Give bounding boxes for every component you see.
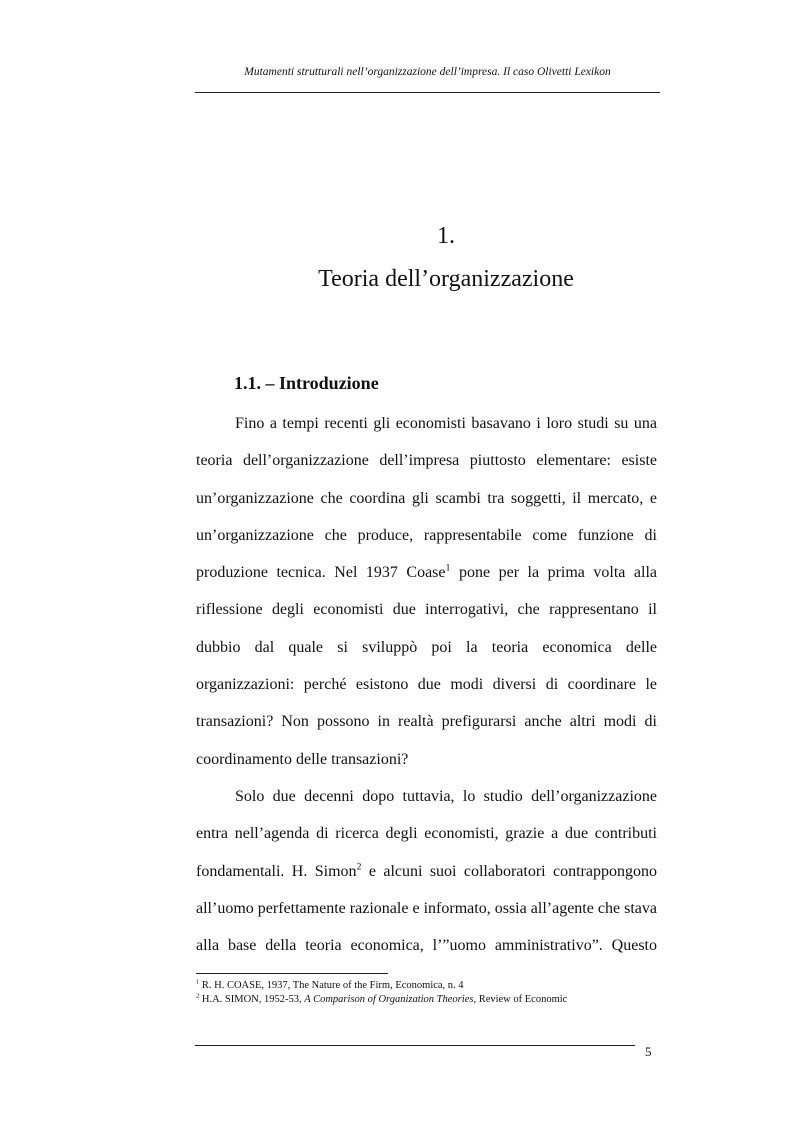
- paragraph-1-text-b: pone per la prima volta alla riflessione degli economisti due interrogativi, che rappresentano il dubbio dal quale si sviluppò poi la teoria economica delle organizzazioni: perché esistono due modi diversi di coordinare le transazioni? Non possono in realtà prefigurarsi anche altri modi di coordinamento delle transazioni?: [196, 564, 657, 768]
- paragraph-2-text-a: Solo due decenni dopo tuttavia, lo studio dell’organizzazione entra nell’agenda di ricerca degli economisti, grazie a due contributi fondamentali. H. Simon: [196, 787, 657, 880]
- body-text: [196, 405, 657, 964]
- chapter-number: 1.: [437, 223, 455, 249]
- footnote-1: [196, 979, 657, 993]
- footnote-2-suffix: , Review of Economic: [473, 994, 568, 1005]
- footer-rule: [195, 1045, 635, 1046]
- footnote-marker-1: 1: [196, 978, 200, 986]
- footnote-1-text: R. H. COASE, 1937, The Nature of the Firm, Economica, n. 4: [199, 980, 464, 991]
- footnote-rule: [196, 973, 388, 974]
- running-header: Mutamenti strutturali nell’organizzazione dell’impresa. Il caso Olivetti Lexikon: [244, 66, 611, 78]
- paragraph-2: [196, 778, 657, 964]
- footnotes: [196, 979, 657, 1007]
- paragraph-1: [196, 405, 657, 778]
- paragraph-2-text-b: e alcuni suoi collaboratori contrappongono all’uomo perfettamente razionale e informato, ossia all’agente che stava alla base della teoria economica, l’”uomo amministrativo”. Questo: [196, 862, 657, 955]
- footnote-marker-2: 2: [196, 992, 200, 1000]
- page-number: 5: [645, 1044, 652, 1059]
- footnote-ref-1[interactable]: 1: [445, 562, 451, 574]
- footnote-2-title: A Comparison of Organization Theories: [304, 994, 474, 1005]
- footnote-ref-2[interactable]: 2: [356, 861, 362, 873]
- header-rule: [195, 92, 660, 93]
- section-heading: 1.1. – Introduzione: [234, 373, 379, 393]
- paragraph-1-text-a: Fino a tempi recenti gli economisti basavano i loro studi su una teoria dell’organizzazione dell’impresa piuttosto elementare: esiste un’organizzazione che coordina gli scambi tra soggetti, il mercato, e un’organizzazione che produce, rappresentabile come funzione di produzione tecnica. Nel 1937 Coase: [196, 415, 657, 582]
- footnote-2: [196, 993, 657, 1007]
- chapter-title: Teoria dell’organizzazione: [318, 266, 574, 292]
- footnote-2-prefix: H.A. SIMON, 1952-53,: [199, 994, 305, 1005]
